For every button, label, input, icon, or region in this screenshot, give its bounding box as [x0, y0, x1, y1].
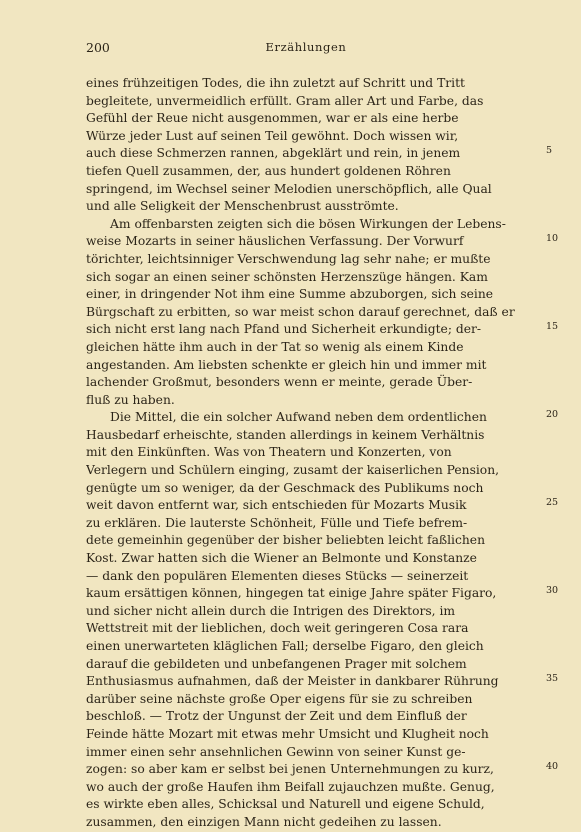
- text-line: angestanden. Am liebsten schenkte er gleich hin und immer mit: [86, 357, 487, 372]
- text-line: begleitete, unvermeidlich erfüllt. Gram aller Art und Farbe, das: [86, 93, 484, 108]
- text-line: Kost. Zwar hatten sich die Wiener an Belmonte und Konstanze: [86, 551, 477, 566]
- text-line: tiefen Quell zusammen, der, aus hundert goldenen Röhren: [86, 163, 451, 178]
- body-text: [86, 75, 538, 832]
- text-line: beschloß. — Trotz der Ungunst der Zeit und dem Einfluß der: [86, 709, 467, 724]
- line-number: 20: [546, 409, 559, 421]
- text-line: mit den Einkünften. Was von Theatern und Konzerten, von: [86, 445, 452, 460]
- text-line: zusammen, den einzigen Mann nicht gedeihen zu lassen.: [86, 814, 442, 829]
- page-header: [86, 40, 526, 58]
- text-line: Feinde hätte Mozart mit etwas mehr Umsicht und Klugheit noch: [86, 726, 489, 741]
- line-number: 30: [546, 585, 559, 597]
- text-line: zu erklären. Die lauterste Schönheit, Fülle und Tiefe befrem-: [86, 515, 468, 530]
- text-line: es wirkte eben alles, Schicksal und Naturell und eigene Schuld,: [86, 797, 485, 812]
- text-line: — dank den populären Elementen dieses Stücks — seinerzeit: [86, 568, 469, 583]
- text-line: eines frühzeitigen Todes, die ihn zuletzt auf Schritt und Tritt: [86, 76, 465, 90]
- text-line: törichter, leichtsinniger Verschwendung lag sehr nahe; er mußte: [86, 251, 491, 266]
- line-number: 40: [546, 761, 559, 773]
- text-line: Verlegern und Schülern einging, zusamt der kaiserlichen Pension,: [86, 463, 500, 478]
- text-line: fluß zu haben.: [86, 392, 175, 407]
- text-line: weise Mozarts in seiner häuslichen Verfassung. Der Vorwurf: [86, 234, 464, 249]
- text-line: springend, im Wechsel seiner Melodien unerschöpflich, alle Qual: [86, 181, 492, 196]
- text-line: einen unerwarteten kläglichen Fall; derselbe Figaro, den gleich: [86, 639, 484, 653]
- text-line: und alle Seligkeit der Menschenbrust ausströmte.: [86, 199, 399, 214]
- text-line: und sicher nicht allein durch die Intrigen des Direktors, im: [86, 603, 456, 618]
- running-title: Erzählungen: [265, 40, 347, 54]
- text-line: Hausbedarf erheischte, standen allerdings in keinem Verhältnis: [86, 427, 485, 442]
- text-line: genügte um so weniger, da der Geschmack des Publikums noch: [86, 480, 484, 495]
- text-line: gleichen hätte ihm auch in der Tat so wenig als einem Kinde: [86, 339, 464, 354]
- text-line: Bürgschaft zu erbitten, so war meist schon darauf gerechnet, daß er: [86, 304, 515, 319]
- page-number: 200: [86, 40, 110, 55]
- line-number: 25: [546, 497, 559, 509]
- text-line: darauf die gebildeten und unbefangenen Prager mit solchem: [86, 656, 467, 671]
- text-line: Gefühl der Reue nicht ausgenommen, war er als eine herbe: [86, 111, 459, 126]
- text-line: Würze jeder Lust auf seinen Teil gewöhnt. Doch wissen wir,: [86, 128, 459, 143]
- text-line: Die Mittel, die ein solcher Aufwand neben dem ordentlichen: [110, 410, 487, 425]
- text-line: Am offenbarsten zeigten sich die bösen Wirkungen der Lebens-: [110, 216, 506, 231]
- text-line: wo auch der große Haufen ihm Beifall zujauchzen mußte. Genug,: [86, 779, 495, 794]
- text-line: immer einen sehr ansehnlichen Gewinn von seiner Kunst ge-: [86, 744, 466, 759]
- text-line: kaum ersättigen können, hingegen tat einige Jahre später Figaro,: [86, 586, 497, 601]
- text-line: darüber seine nächste große Oper eigens für sie zu schreiben: [86, 691, 473, 706]
- text-line: weit davon entfernt war, sich entschieden für Mozarts Musik: [86, 498, 467, 513]
- line-number: 35: [546, 673, 559, 685]
- text-line: lachender Großmut, besonders wenn er meinte, gerade Über-: [86, 375, 473, 390]
- text-line: sich nicht erst lang nach Pfand und Sicherheit erkundigte; der-: [86, 322, 482, 337]
- text-line: auch diese Schmerzen rannen, abgeklärt und rein, in jenem: [86, 146, 461, 161]
- text-line: einer, in dringender Not ihm eine Summe abzuborgen, sich seine: [86, 287, 494, 302]
- text-line: Wettstreit mit der lieblichen, doch weit geringeren Cosa rara: [86, 621, 469, 636]
- text-line: Enthusiasmus aufnahmen, daß der Meister in dankbarer Rührung: [86, 674, 499, 689]
- text-line: sich sogar an einen seiner schönsten Herzenszüge hängen. Kam: [86, 269, 488, 284]
- line-number: 10: [546, 233, 559, 245]
- text-line: zogen: so aber kam er selbst bei jenen Unternehmungen zu kurz,: [86, 762, 494, 777]
- line-number: 15: [546, 321, 559, 333]
- text-line: dete gemeinhin gegenüber der bisher beliebten leicht faßlichen: [86, 533, 485, 548]
- line-number: 5: [546, 145, 553, 157]
